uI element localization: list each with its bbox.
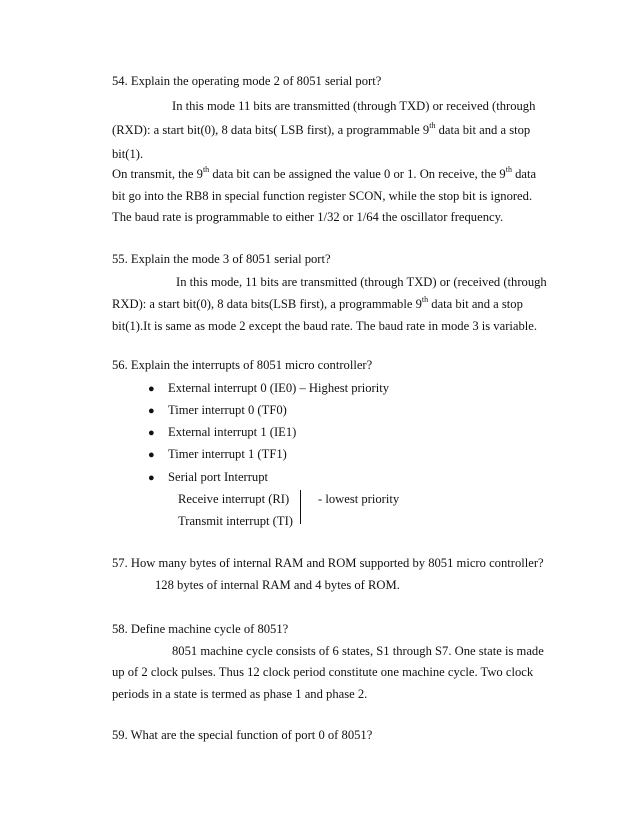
- q58-line-2: up of 2 clock pulses. Thus 12 clock period constitute one machine cycle. Two clock: [112, 665, 534, 679]
- question-54-title: 54. Explain the operating mode 2 of 8051 serial port?: [112, 74, 382, 88]
- question-57-title: 57. How many bytes of internal RAM and ROM supported by 8051 micro controller?: [112, 556, 544, 570]
- question-56-title: 56. Explain the interrupts of 8051 micro controller?: [112, 358, 373, 372]
- q58-line-1: 8051 machine cycle consists of 6 states, S1 through S7. One state is made: [172, 644, 544, 658]
- question-58-title: 58. Define machine cycle of 8051?: [112, 622, 289, 636]
- q54-line-4: On transmit, the 9th data bit can be assigned the value 0 or 1. On receive, the 9th data: [112, 164, 537, 181]
- q54-line-1: In this mode 11 bits are transmitted (through TXD) or received (through: [172, 99, 536, 113]
- list-item: ● Serial port Interrupt: [148, 470, 269, 484]
- sub-item-receive-interrupt: Receive interrupt (RI): [178, 492, 290, 506]
- question-55-title: 55. Explain the mode 3 of 8051 serial port?: [112, 252, 331, 266]
- bullet-icon: ●: [148, 449, 155, 461]
- q54-line-5: bit go into the RB8 in special function register SCON, while the stop bit is ignored.: [112, 189, 533, 203]
- bullet-icon: ●: [148, 427, 155, 439]
- q54-line-6: The baud rate is programmable to either 1/32 or 1/64 the oscillator frequency.: [112, 210, 504, 224]
- question-59-title: 59. What are the special function of port 0 of 8051?: [112, 728, 373, 742]
- list-item: ● Timer interrupt 1 (TF1): [148, 447, 287, 461]
- sub-item-transmit-interrupt: Transmit interrupt (TI): [178, 514, 293, 528]
- q58-line-3: periods in a state is termed as phase 1 and phase 2.: [112, 687, 368, 701]
- q57-answer: 128 bytes of internal RAM and 4 bytes of ROM.: [155, 578, 400, 592]
- list-item: ● External interrupt 1 (IE1): [148, 425, 297, 439]
- q55-line-1: In this mode, 11 bits are transmitted (through TXD) or (received (through: [176, 275, 547, 289]
- priority-note: - lowest priority: [318, 492, 400, 506]
- bullet-icon: ●: [148, 472, 155, 484]
- q55-line-3: bit(1).It is same as mode 2 except the baud rate. The baud rate in mode 3 is variable.: [112, 319, 538, 333]
- list-item: ● External interrupt 0 (IE0) – Highest priority: [148, 381, 390, 395]
- list-item: ● Timer interrupt 0 (TF0): [148, 403, 287, 417]
- priority-bracket: [300, 490, 301, 524]
- q54-line-3: bit(1).: [112, 147, 144, 161]
- q54-line-2: (RXD): a start bit(0), 8 data bits( LSB first), a programmable 9th data bit and a stop: [112, 120, 531, 137]
- bullet-icon: ●: [148, 383, 155, 395]
- bullet-icon: ●: [148, 405, 155, 417]
- q55-line-2: RXD): a start bit(0), 8 data bits(LSB first), a programmable 9th data bit and a stop: [112, 294, 523, 311]
